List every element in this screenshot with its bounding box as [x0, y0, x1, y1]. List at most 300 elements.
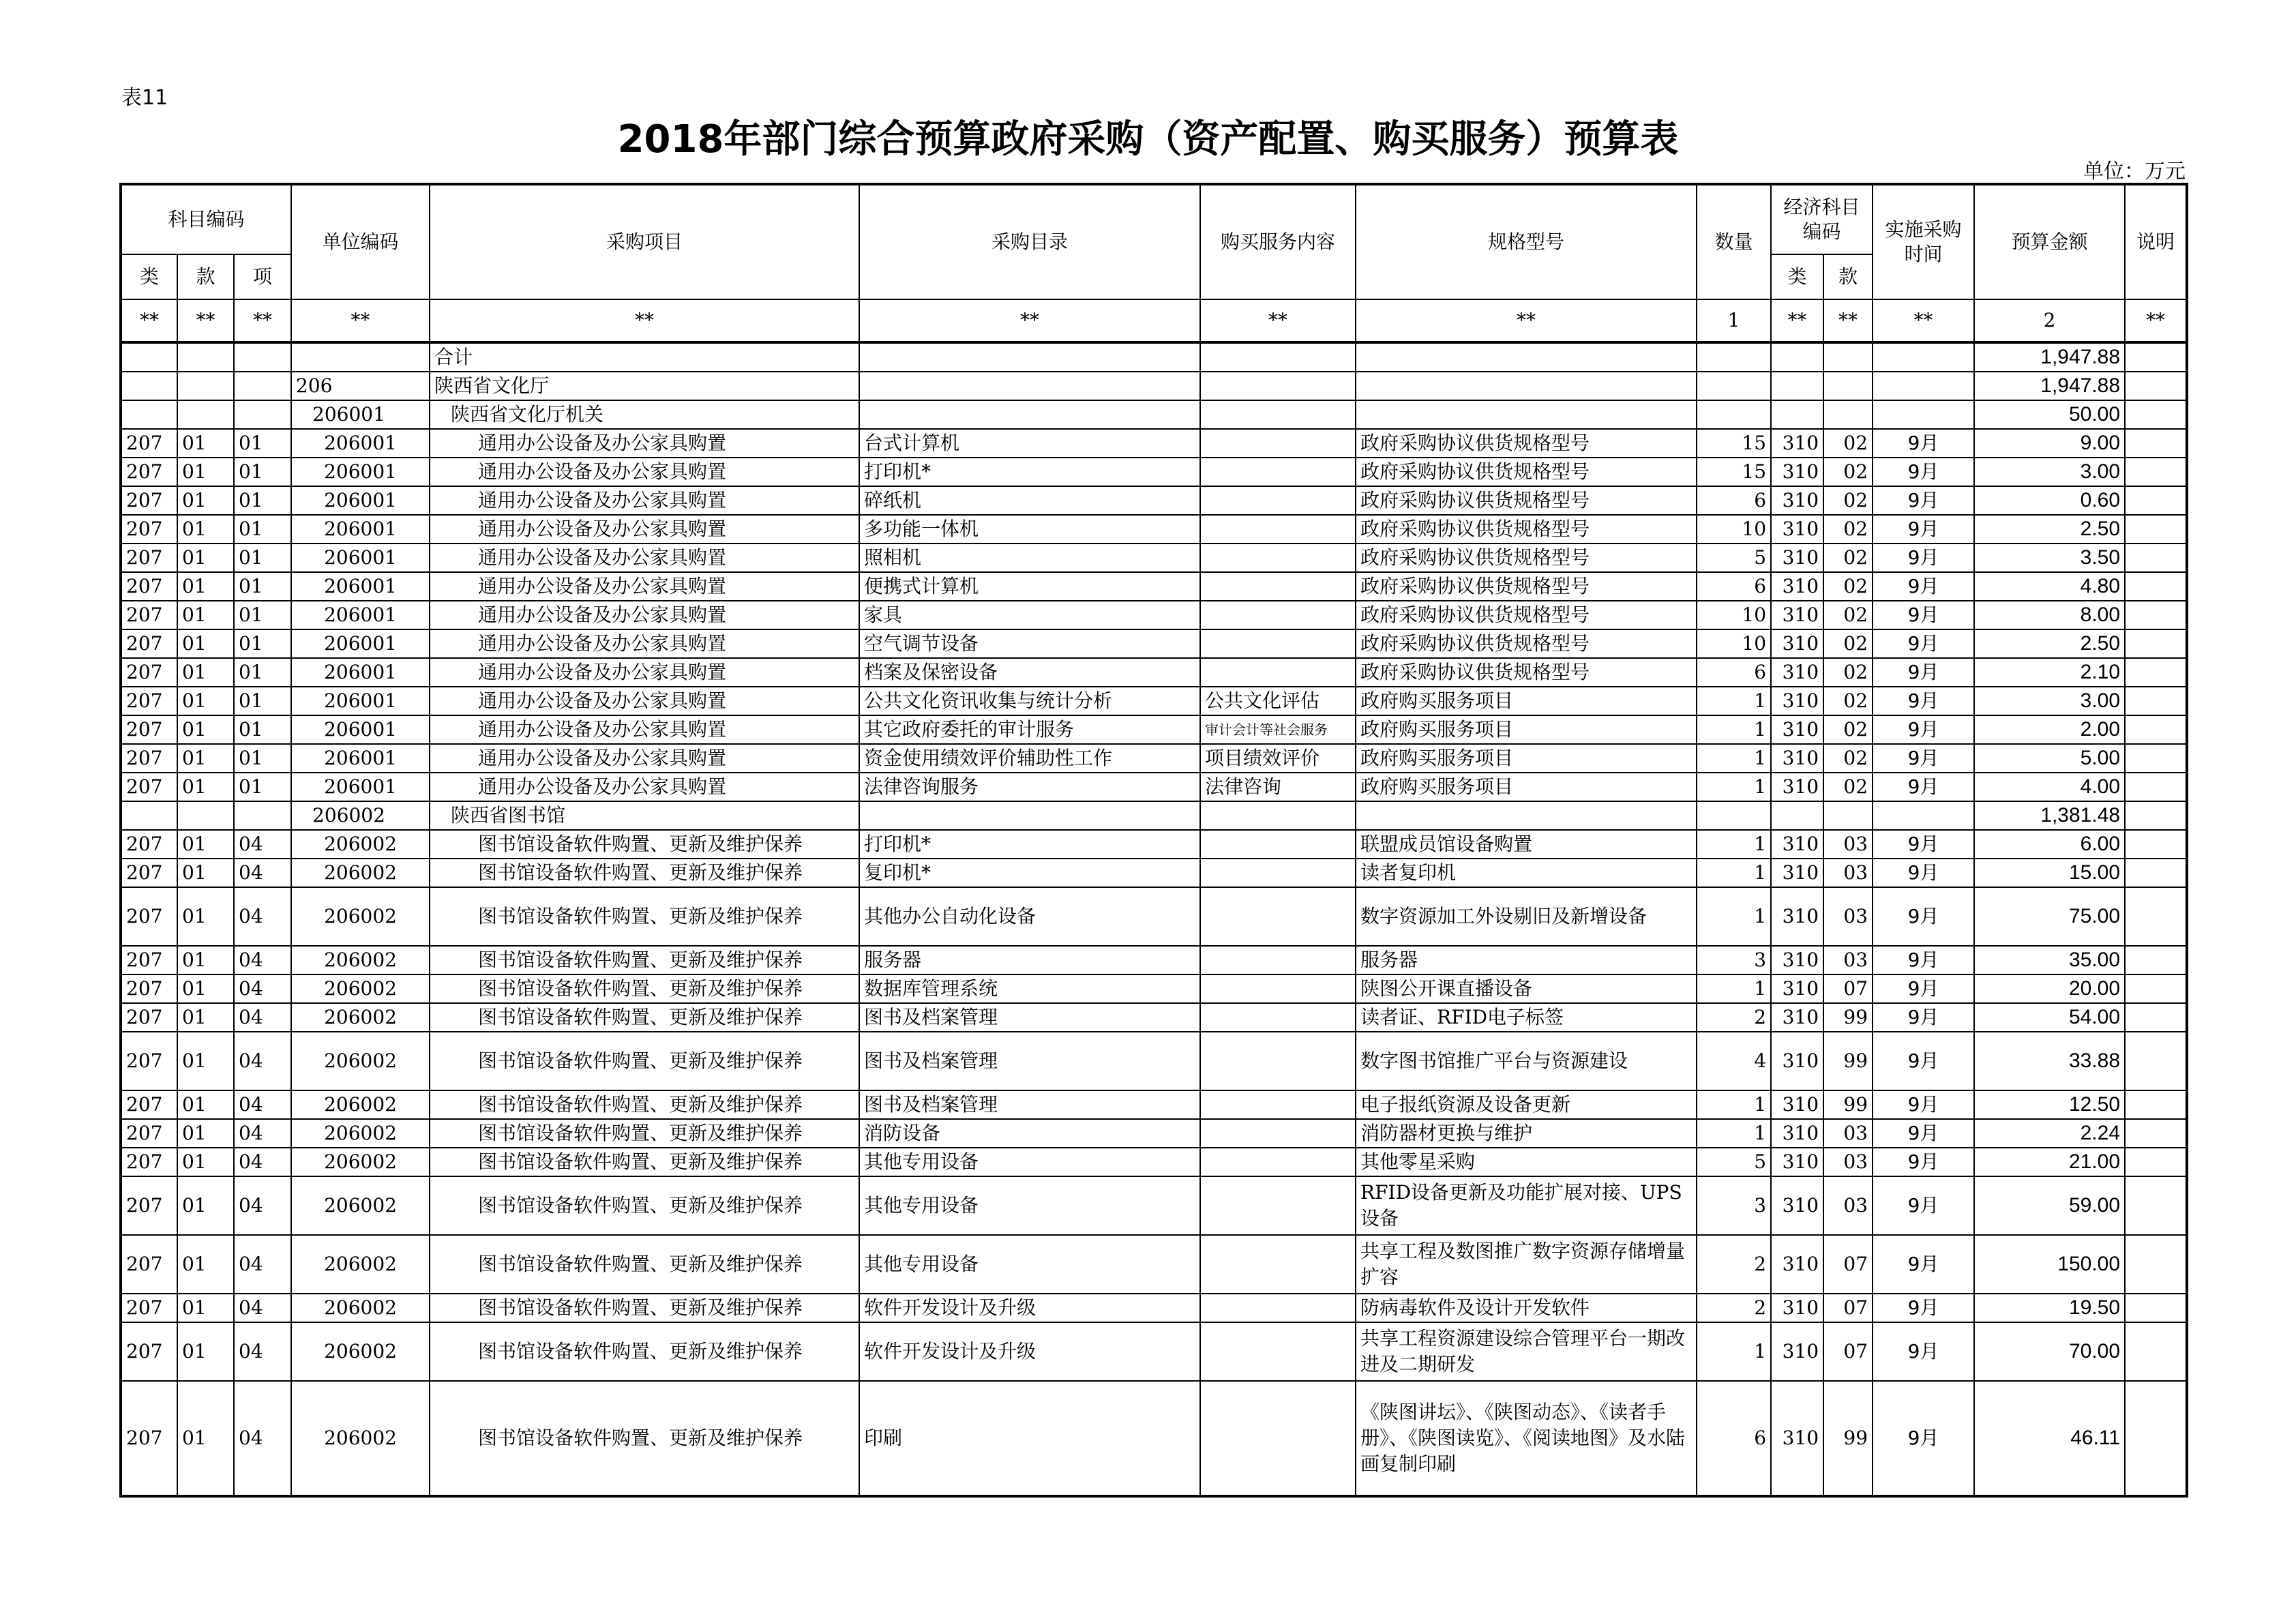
cell-lei	[121, 372, 177, 400]
cell-project: 通用办公设备及办公家具购置	[430, 601, 859, 629]
table-row	[121, 1090, 2187, 1119]
cell-time: 9月	[1873, 1119, 1974, 1148]
cell-unit-code: 206001	[291, 544, 430, 572]
table-row	[121, 859, 2187, 887]
cell-note	[2125, 1032, 2187, 1090]
cell-time: 9月	[1873, 572, 1974, 601]
cell-kuan: 01	[177, 629, 234, 658]
cell-quantity: 1	[1697, 744, 1771, 773]
cell-lei: 207	[121, 1032, 177, 1090]
cell-amount: 3.00	[1974, 458, 2125, 486]
cell-econ-kuan	[1823, 801, 1873, 830]
cell-catalog: 打印机*	[859, 830, 1200, 859]
cell-service-content	[1200, 658, 1356, 687]
cell-quantity: 5	[1697, 1148, 1771, 1176]
cell-unit-code: 206002	[291, 1176, 430, 1235]
header-econ-lei: 类	[1771, 254, 1823, 299]
cell-amount: 1,947.88	[1974, 372, 2125, 400]
cell-unit-code: 206001	[291, 400, 430, 429]
cell-quantity: 6	[1697, 658, 1771, 687]
cell-econ-lei	[1771, 400, 1823, 429]
cell-service-content	[1200, 1119, 1356, 1148]
cell-econ-lei: 310	[1771, 458, 1823, 486]
header-subject-code: 科目编码	[121, 184, 291, 254]
table-row	[121, 342, 2187, 372]
table-row	[121, 400, 2187, 429]
cell-unit-code: 206002	[291, 801, 430, 830]
cell-spec: 政府采购协议供货规格型号	[1356, 515, 1697, 544]
cell-quantity: 1	[1697, 1090, 1771, 1119]
cell-project: 通用办公设备及办公家具购置	[430, 544, 859, 572]
cell-xiang	[234, 372, 291, 400]
cell-spec: 政府采购协议供货规格型号	[1356, 429, 1697, 458]
cell-service-content	[1200, 458, 1356, 486]
cell-spec	[1356, 801, 1697, 830]
cell-amount: 20.00	[1974, 974, 2125, 1003]
cell-kuan: 01	[177, 1294, 234, 1322]
cell-econ-kuan: 02	[1823, 429, 1873, 458]
index-cell: **	[430, 299, 859, 342]
cell-quantity: 3	[1697, 946, 1771, 974]
cell-time: 9月	[1873, 429, 1974, 458]
cell-xiang: 04	[234, 1003, 291, 1032]
cell-xiang: 04	[234, 946, 291, 974]
cell-econ-lei: 310	[1771, 1090, 1823, 1119]
cell-amount: 21.00	[1974, 1148, 2125, 1176]
cell-lei	[121, 400, 177, 429]
cell-lei: 207	[121, 1322, 177, 1381]
header-kuan: 款	[177, 254, 234, 299]
cell-econ-kuan: 03	[1823, 946, 1873, 974]
cell-service-content	[1200, 1090, 1356, 1119]
table-row	[121, 629, 2187, 658]
cell-xiang: 01	[234, 544, 291, 572]
cell-kuan: 01	[177, 830, 234, 859]
cell-project: 图书馆设备软件购置、更新及维护保养	[430, 1294, 859, 1322]
cell-catalog: 图书及档案管理	[859, 1032, 1200, 1090]
cell-quantity: 10	[1697, 515, 1771, 544]
cell-note	[2125, 544, 2187, 572]
cell-service-content	[1200, 1381, 1356, 1496]
cell-unit-code: 206002	[291, 859, 430, 887]
cell-amount: 19.50	[1974, 1294, 2125, 1322]
cell-lei: 207	[121, 572, 177, 601]
cell-spec: 政府采购协议供货规格型号	[1356, 572, 1697, 601]
cell-econ-lei: 310	[1771, 859, 1823, 887]
cell-kuan: 01	[177, 458, 234, 486]
cell-spec: 政府采购协议供货规格型号	[1356, 486, 1697, 515]
cell-quantity: 2	[1697, 1235, 1771, 1294]
index-cell: **	[1771, 299, 1823, 342]
cell-spec: 服务器	[1356, 946, 1697, 974]
cell-econ-lei: 310	[1771, 887, 1823, 946]
table-row	[121, 887, 2187, 946]
cell-amount: 8.00	[1974, 601, 2125, 629]
cell-service-content	[1200, 1003, 1356, 1032]
cell-amount: 2.10	[1974, 658, 2125, 687]
cell-project: 通用办公设备及办公家具购置	[430, 515, 859, 544]
cell-service-content	[1200, 887, 1356, 946]
cell-spec: 政府采购协议供货规格型号	[1356, 458, 1697, 486]
cell-note	[2125, 830, 2187, 859]
cell-time: 9月	[1873, 859, 1974, 887]
cell-econ-lei: 310	[1771, 572, 1823, 601]
cell-xiang: 04	[234, 974, 291, 1003]
cell-lei: 207	[121, 946, 177, 974]
cell-time: 9月	[1873, 1381, 1974, 1496]
cell-time: 9月	[1873, 1235, 1974, 1294]
cell-service-content	[1200, 429, 1356, 458]
cell-catalog: 印刷	[859, 1381, 1200, 1496]
cell-lei: 207	[121, 1381, 177, 1496]
cell-note	[2125, 601, 2187, 629]
cell-catalog: 软件开发设计及升级	[859, 1322, 1200, 1381]
cell-time: 9月	[1873, 601, 1974, 629]
cell-note	[2125, 1176, 2187, 1235]
table-row	[121, 544, 2187, 572]
header-amount: 预算金额	[1974, 184, 2125, 299]
cell-catalog: 公共文化资讯收集与统计分析	[859, 687, 1200, 715]
cell-econ-kuan: 99	[1823, 1090, 1873, 1119]
cell-kuan: 01	[177, 887, 234, 946]
cell-econ-lei: 310	[1771, 486, 1823, 515]
cell-amount: 9.00	[1974, 429, 2125, 458]
cell-quantity	[1697, 342, 1771, 372]
cell-project: 图书馆设备软件购置、更新及维护保养	[430, 974, 859, 1003]
cell-kuan: 01	[177, 572, 234, 601]
cell-time: 9月	[1873, 1090, 1974, 1119]
cell-note	[2125, 515, 2187, 544]
cell-unit-code: 206002	[291, 887, 430, 946]
cell-econ-kuan: 03	[1823, 1148, 1873, 1176]
cell-amount: 54.00	[1974, 1003, 2125, 1032]
cell-kuan: 01	[177, 658, 234, 687]
cell-econ-lei: 310	[1771, 1176, 1823, 1235]
cell-kuan: 01	[177, 1176, 234, 1235]
cell-econ-lei: 310	[1771, 629, 1823, 658]
cell-lei: 207	[121, 486, 177, 515]
cell-econ-kuan: 02	[1823, 715, 1873, 744]
cell-time	[1873, 372, 1974, 400]
cell-catalog: 其他专用设备	[859, 1235, 1200, 1294]
cell-lei: 207	[121, 658, 177, 687]
cell-service-content	[1200, 1148, 1356, 1176]
cell-econ-kuan: 03	[1823, 1119, 1873, 1148]
index-cell: 2	[1974, 299, 2125, 342]
cell-lei: 207	[121, 1294, 177, 1322]
cell-note	[2125, 974, 2187, 1003]
cell-project: 图书馆设备软件购置、更新及维护保养	[430, 887, 859, 946]
cell-econ-kuan: 02	[1823, 629, 1873, 658]
cell-quantity: 1	[1697, 1322, 1771, 1381]
cell-catalog: 其他办公自动化设备	[859, 887, 1200, 946]
cell-time: 9月	[1873, 629, 1974, 658]
cell-unit-code: 206002	[291, 1119, 430, 1148]
cell-econ-kuan	[1823, 372, 1873, 400]
cell-econ-lei	[1771, 801, 1823, 830]
cell-spec: 数字图书馆推广平台与资源建设	[1356, 1032, 1697, 1090]
cell-econ-lei: 310	[1771, 429, 1823, 458]
cell-econ-lei: 310	[1771, 715, 1823, 744]
cell-xiang: 01	[234, 515, 291, 544]
cell-project: 图书馆设备软件购置、更新及维护保养	[430, 1003, 859, 1032]
cell-lei: 207	[121, 429, 177, 458]
cell-project: 陕西省图书馆	[430, 801, 859, 830]
cell-unit-code: 206	[291, 372, 430, 400]
cell-econ-kuan: 99	[1823, 1032, 1873, 1090]
cell-project: 合计	[430, 342, 859, 372]
cell-catalog: 法律咨询服务	[859, 773, 1200, 801]
cell-service-content	[1200, 629, 1356, 658]
cell-amount: 6.00	[1974, 830, 2125, 859]
cell-catalog: 复印机*	[859, 859, 1200, 887]
cell-amount: 5.00	[1974, 744, 2125, 773]
cell-econ-lei: 310	[1771, 830, 1823, 859]
cell-kuan: 01	[177, 773, 234, 801]
cell-xiang: 04	[234, 1090, 291, 1119]
cell-xiang: 01	[234, 658, 291, 687]
cell-service-content: 法律咨询	[1200, 773, 1356, 801]
cell-unit-code: 206002	[291, 830, 430, 859]
cell-econ-kuan: 02	[1823, 544, 1873, 572]
cell-unit-code: 206001	[291, 658, 430, 687]
cell-service-content	[1200, 974, 1356, 1003]
header-note: 说明	[2125, 184, 2187, 299]
cell-note	[2125, 658, 2187, 687]
cell-amount: 12.50	[1974, 1090, 2125, 1119]
cell-lei	[121, 342, 177, 372]
cell-unit-code: 206002	[291, 974, 430, 1003]
cell-unit-code: 206001	[291, 572, 430, 601]
cell-econ-kuan: 07	[1823, 1235, 1873, 1294]
table-row	[121, 1119, 2187, 1148]
cell-xiang: 01	[234, 629, 291, 658]
cell-time: 9月	[1873, 1032, 1974, 1090]
table-row	[121, 744, 2187, 773]
cell-amount: 2.50	[1974, 629, 2125, 658]
cell-service-content: 公共文化评估	[1200, 687, 1356, 715]
table-row	[121, 1322, 2187, 1381]
cell-econ-lei: 310	[1771, 658, 1823, 687]
cell-spec: 读者复印机	[1356, 859, 1697, 887]
cell-note	[2125, 859, 2187, 887]
cell-econ-kuan: 02	[1823, 486, 1873, 515]
cell-econ-kuan: 03	[1823, 859, 1873, 887]
cell-note	[2125, 687, 2187, 715]
header-project: 采购项目	[430, 184, 859, 299]
cell-time: 9月	[1873, 1003, 1974, 1032]
cell-econ-kuan: 02	[1823, 658, 1873, 687]
cell-time: 9月	[1873, 1294, 1974, 1322]
cell-kuan: 01	[177, 1235, 234, 1294]
column-index-row	[121, 299, 2187, 342]
cell-quantity: 2	[1697, 1294, 1771, 1322]
cell-kuan: 01	[177, 744, 234, 773]
cell-catalog: 便携式计算机	[859, 572, 1200, 601]
cell-amount: 33.88	[1974, 1032, 2125, 1090]
cell-kuan: 01	[177, 1322, 234, 1381]
cell-time	[1873, 342, 1974, 372]
header-quantity: 数量	[1697, 184, 1771, 299]
cell-time: 9月	[1873, 715, 1974, 744]
table-row	[121, 572, 2187, 601]
cell-unit-code	[291, 342, 430, 372]
cell-unit-code: 206002	[291, 1148, 430, 1176]
cell-econ-kuan: 99	[1823, 1003, 1873, 1032]
cell-econ-kuan: 03	[1823, 887, 1873, 946]
cell-catalog	[859, 801, 1200, 830]
cell-quantity: 6	[1697, 486, 1771, 515]
cell-quantity: 1	[1697, 1119, 1771, 1148]
cell-amount: 2.00	[1974, 715, 2125, 744]
cell-time: 9月	[1873, 1322, 1974, 1381]
table-row	[121, 946, 2187, 974]
cell-project: 图书馆设备软件购置、更新及维护保养	[430, 1119, 859, 1148]
cell-service-content	[1200, 342, 1356, 372]
cell-xiang: 04	[234, 1032, 291, 1090]
cell-xiang: 04	[234, 887, 291, 946]
cell-spec: 共享工程及数图推广数字资源存储增量扩容	[1356, 1235, 1697, 1294]
header-catalog: 采购目录	[859, 184, 1200, 299]
cell-quantity: 1	[1697, 887, 1771, 946]
cell-service-content: 审计会计等社会服务	[1200, 715, 1356, 744]
cell-econ-lei: 310	[1771, 974, 1823, 1003]
cell-spec: 消防器材更换与维护	[1356, 1119, 1697, 1148]
cell-note	[2125, 486, 2187, 515]
cell-spec: 政府采购协议供货规格型号	[1356, 629, 1697, 658]
table-row	[121, 515, 2187, 544]
cell-spec	[1356, 342, 1697, 372]
cell-kuan: 01	[177, 1090, 234, 1119]
cell-note	[2125, 1235, 2187, 1294]
cell-unit-code: 206001	[291, 458, 430, 486]
cell-amount: 4.80	[1974, 572, 2125, 601]
cell-project: 通用办公设备及办公家具购置	[430, 629, 859, 658]
cell-econ-kuan: 99	[1823, 1381, 1873, 1496]
cell-amount: 1,381.48	[1974, 801, 2125, 830]
cell-econ-kuan	[1823, 400, 1873, 429]
cell-amount: 75.00	[1974, 887, 2125, 946]
cell-econ-kuan: 02	[1823, 515, 1873, 544]
cell-kuan	[177, 400, 234, 429]
cell-xiang: 04	[234, 1381, 291, 1496]
cell-quantity	[1697, 400, 1771, 429]
cell-project: 图书馆设备软件购置、更新及维护保养	[430, 859, 859, 887]
cell-project: 通用办公设备及办公家具购置	[430, 687, 859, 715]
cell-econ-lei: 310	[1771, 544, 1823, 572]
index-cell: **	[2125, 299, 2187, 342]
cell-quantity: 1	[1697, 974, 1771, 1003]
cell-note	[2125, 429, 2187, 458]
cell-spec	[1356, 372, 1697, 400]
cell-project: 图书馆设备软件购置、更新及维护保养	[430, 1032, 859, 1090]
cell-amount: 46.11	[1974, 1381, 2125, 1496]
cell-xiang: 04	[234, 1148, 291, 1176]
cell-unit-code: 206001	[291, 715, 430, 744]
cell-note	[2125, 946, 2187, 974]
cell-catalog: 数据库管理系统	[859, 974, 1200, 1003]
cell-project: 通用办公设备及办公家具购置	[430, 715, 859, 744]
cell-unit-code: 206001	[291, 687, 430, 715]
header-lei: 类	[121, 254, 177, 299]
cell-project: 通用办公设备及办公家具购置	[430, 429, 859, 458]
cell-econ-kuan: 03	[1823, 830, 1873, 859]
cell-catalog: 照相机	[859, 544, 1200, 572]
cell-time: 9月	[1873, 974, 1974, 1003]
cell-service-content	[1200, 572, 1356, 601]
cell-project: 通用办公设备及办公家具购置	[430, 486, 859, 515]
cell-quantity: 1	[1697, 715, 1771, 744]
cell-amount: 70.00	[1974, 1322, 2125, 1381]
cell-xiang: 04	[234, 1294, 291, 1322]
cell-lei: 207	[121, 1090, 177, 1119]
cell-spec: RFID设备更新及功能扩展对接、UPS设备	[1356, 1176, 1697, 1235]
cell-econ-kuan: 03	[1823, 1176, 1873, 1235]
cell-unit-code: 206001	[291, 486, 430, 515]
cell-econ-kuan: 02	[1823, 687, 1873, 715]
cell-lei: 207	[121, 1119, 177, 1148]
cell-catalog: 软件开发设计及升级	[859, 1294, 1200, 1322]
cell-service-content	[1200, 515, 1356, 544]
cell-catalog: 图书及档案管理	[859, 1090, 1200, 1119]
table-row	[121, 801, 2187, 830]
cell-kuan: 01	[177, 859, 234, 887]
cell-kuan: 01	[177, 715, 234, 744]
cell-spec: 政府购买服务项目	[1356, 715, 1697, 744]
cell-unit-code: 206002	[291, 1294, 430, 1322]
cell-time: 9月	[1873, 544, 1974, 572]
cell-econ-lei: 310	[1771, 1032, 1823, 1090]
cell-spec: 政府采购协议供货规格型号	[1356, 601, 1697, 629]
cell-lei: 207	[121, 1176, 177, 1235]
cell-xiang: 04	[234, 859, 291, 887]
cell-spec: 陕图公开课直播设备	[1356, 974, 1697, 1003]
index-cell: 1	[1697, 299, 1771, 342]
cell-quantity: 2	[1697, 1003, 1771, 1032]
cell-service-content	[1200, 1294, 1356, 1322]
cell-lei: 207	[121, 458, 177, 486]
cell-xiang: 04	[234, 1119, 291, 1148]
cell-time	[1873, 400, 1974, 429]
cell-unit-code: 206001	[291, 773, 430, 801]
header-econ-code: 经济科目编码	[1771, 184, 1873, 254]
cell-service-content	[1200, 830, 1356, 859]
cell-econ-lei: 310	[1771, 1235, 1823, 1294]
cell-amount: 15.00	[1974, 859, 2125, 887]
cell-catalog: 家具	[859, 601, 1200, 629]
cell-xiang: 04	[234, 1322, 291, 1381]
cell-kuan: 01	[177, 974, 234, 1003]
cell-time: 9月	[1873, 946, 1974, 974]
table-label: 表11	[121, 86, 168, 110]
cell-note	[2125, 458, 2187, 486]
cell-kuan: 01	[177, 544, 234, 572]
cell-catalog: 其他专用设备	[859, 1148, 1200, 1176]
cell-lei: 207	[121, 1003, 177, 1032]
cell-catalog: 图书及档案管理	[859, 1003, 1200, 1032]
cell-spec: 共享工程资源建设综合管理平台一期改进及二期研发	[1356, 1322, 1697, 1381]
cell-quantity: 6	[1697, 1381, 1771, 1496]
index-cell: **	[859, 299, 1200, 342]
table-row	[121, 429, 2187, 458]
cell-kuan: 01	[177, 687, 234, 715]
cell-spec: 政府采购协议供货规格型号	[1356, 658, 1697, 687]
cell-amount: 2.50	[1974, 515, 2125, 544]
cell-xiang	[234, 801, 291, 830]
header-spec: 规格型号	[1356, 184, 1697, 299]
cell-econ-kuan: 02	[1823, 773, 1873, 801]
cell-kuan	[177, 372, 234, 400]
